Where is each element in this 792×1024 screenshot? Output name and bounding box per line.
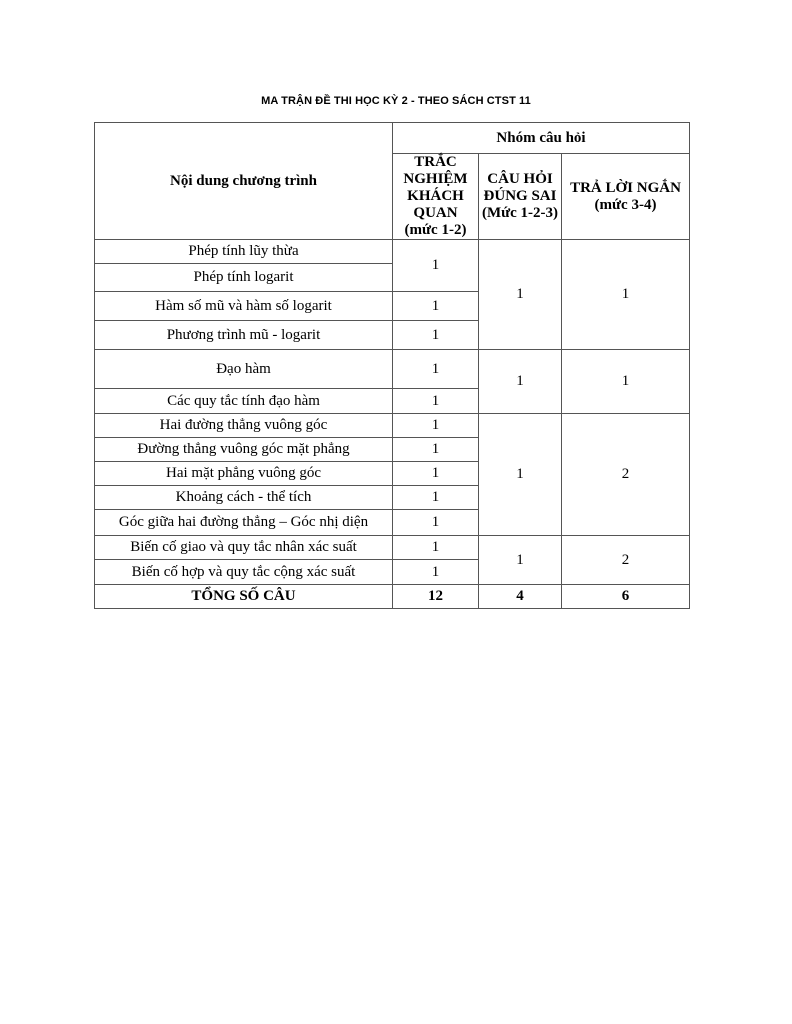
table-row (95, 350, 690, 389)
col-header-true-false-label: CÂU HỎI ĐÚNG SAI (483, 171, 557, 204)
total-row (95, 585, 690, 609)
tn-value-cell: 1 (393, 462, 479, 486)
col-header-multiple-choice (393, 154, 479, 240)
topic-cell: Hai mặt phẳng vuông góc (95, 462, 393, 486)
total-tl: 6 (562, 585, 690, 609)
tn-value-cell: 1 (393, 560, 479, 585)
topic-cell: Hàm số mũ và hàm số logarit (95, 292, 393, 321)
col-header-true-false-level: (Mức 1-2-3) (481, 205, 559, 221)
col-header-multiple-choice-level: (mức 1-2) (404, 222, 467, 238)
col-header-short-answer-label: TRẢ LỜI NGẮN (570, 179, 681, 196)
tl-value-cell: 2 (562, 536, 690, 585)
topic-cell: Phép tính lũy thừa (95, 240, 393, 264)
exam-matrix-table (94, 122, 690, 609)
topic-cell: Phép tính logarit (95, 264, 393, 292)
tn-value-cell: 1 (393, 510, 479, 536)
tn-value-cell: 1 (393, 536, 479, 560)
topic-cell: Đường thẳng vuông góc mặt phẳng (95, 438, 393, 462)
topic-cell: Góc giữa hai đường thẳng – Góc nhị diện (95, 510, 393, 536)
ds-value-cell: 1 (479, 350, 562, 414)
tn-value-cell: 1 (393, 438, 479, 462)
tn-value-cell: 1 (393, 414, 479, 438)
col-header-multiple-choice-label: TRẮC NGHIỆM KHÁCH QUAN (403, 154, 468, 221)
total-ds: 4 (479, 585, 562, 609)
ds-value-cell: 1 (479, 414, 562, 536)
total-label: TỔNG SỐ CÂU (95, 585, 393, 609)
question-group-header: Nhóm câu hỏi (393, 123, 690, 154)
total-tn: 12 (393, 585, 479, 609)
content-header: Nội dung chương trình (95, 123, 393, 240)
col-header-short-answer (562, 154, 690, 240)
document-title: MA TRẬN ĐỀ THI HỌC KỲ 2 - THEO SÁCH CTST 11 (261, 95, 531, 107)
ds-value-cell: 1 (479, 240, 562, 350)
topic-cell: Phương trình mũ - logarit (95, 321, 393, 350)
table-row (95, 414, 690, 438)
header-row-group (95, 123, 690, 154)
topic-cell: Các quy tắc tính đạo hàm (95, 389, 393, 414)
table-row (95, 536, 690, 560)
topic-cell: Biến cố giao và quy tắc nhân xác suất (95, 536, 393, 560)
tl-value-cell: 1 (562, 350, 690, 414)
tn-value-cell: 1 (393, 389, 479, 414)
ds-value-cell: 1 (479, 536, 562, 585)
table-row (95, 240, 690, 264)
tl-value-cell: 2 (562, 414, 690, 536)
topic-cell: Biến cố hợp và quy tắc cộng xác suất (95, 560, 393, 585)
tn-value-cell: 1 (393, 292, 479, 321)
tn-value-cell: 1 (393, 350, 479, 389)
tn-value-cell: 1 (393, 486, 479, 510)
tl-value-cell: 1 (562, 240, 690, 350)
col-header-short-answer-level: (mức 3-4) (594, 196, 657, 213)
col-header-true-false (479, 154, 562, 240)
topic-cell: Đạo hàm (95, 350, 393, 389)
topic-cell: Khoảng cách - thể tích (95, 486, 393, 510)
tn-value-cell: 1 (393, 321, 479, 350)
topic-cell: Hai đường thẳng vuông góc (95, 414, 393, 438)
tn-value-cell: 1 (393, 240, 479, 292)
